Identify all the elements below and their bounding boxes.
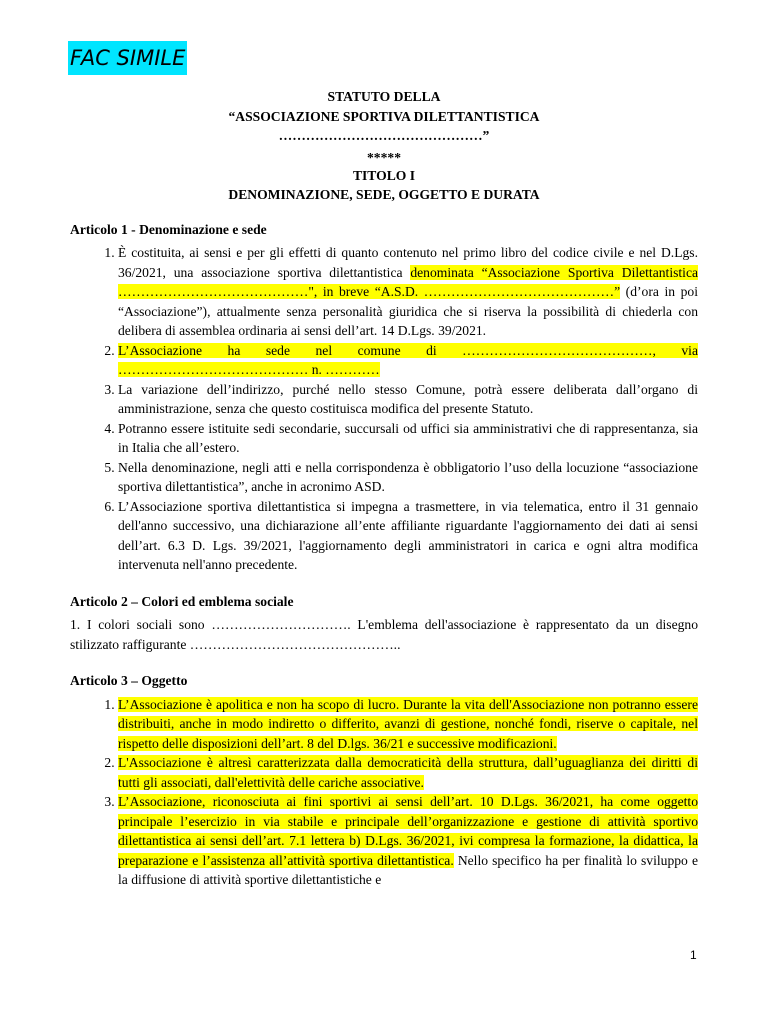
article-1-item-2 (118, 341, 698, 380)
article-1-item-5 (118, 458, 698, 497)
article-1-list (70, 243, 698, 575)
article-1-heading: Articolo 1 - Denominazione e sede (70, 221, 267, 237)
article-3-item-1 (118, 695, 698, 754)
article-3-item-3 (118, 792, 698, 890)
title-line-5: DENOMINAZIONE, SEDE, OGGETTO E DURATA (228, 187, 540, 202)
article-3-heading: Articolo 3 – Oggetto (70, 673, 188, 688)
article-3-list (70, 695, 698, 890)
item-text: (d’ora in poi “Associazione”), attualmente senza personalità giuridica che si riserva la possibilità di chiederla con delibera di assemblea ordinaria ai sensi dell’art. 14 D.Lgs. 39/2021. (118, 284, 698, 338)
title-line-3: ………………………………………” (278, 128, 490, 143)
item-text: È costituita, ai sensi e per gli effetti di quanto contenuto nel primo libro del codice civile e nel D.Lgs. 36/2021, una associazione sportiva dilettantistica (118, 245, 698, 280)
article-2-text: 1. I colori sociali sono …………………………. L'emblema dell'associazione è rappresentato da un disegno stilizzato raffigurante ……………………………………….. (70, 617, 698, 652)
highlighted-text: L’Associazione, riconosciuta ai fini sportivi ai sensi dell’art. 10 D.Lgs. 36/2021, ha come oggetto principale l’esercizio in via stabile e principale dell’organizzazione e gestione di attività sportivo dilettantistica ai sensi dell’art. 7.1 lettera b) D.Lgs. 36/2021, ivi compresa la formazione, la didattica, la preparazione e l’assistenza all’attività sportiva dilettantistica. (118, 794, 698, 868)
highlighted-text: L’Associazione ha sede nel comune di ……………………………………, via …………………………………… n. ………… (118, 342, 698, 377)
article-3-item-2 (118, 753, 698, 792)
article-1-item-1 (118, 243, 698, 341)
title-line-1: STATUTO DELLA (327, 89, 441, 104)
article-1-item-3 (118, 380, 698, 419)
fac-simile-stamp: FAC SIMILE (68, 41, 187, 75)
item-text: Nella denominazione, negli atti e nella corrispondenza è obbligatorio l’uso della locuzione “associazione sportiva dilettantistica”, anche in acronimo ASD. (118, 459, 698, 494)
item-text: Nello specifico ha per finalità lo sviluppo e la diffusione di attività sportive dilettantistiche e (118, 852, 698, 887)
article-1-item-6 (118, 497, 698, 575)
item-text: La variazione dell’indirizzo, purché nello stesso Comune, potrà essere deliberata dall’organo di amministrazione, senza che questo costituisca modifica del presente Statuto. (118, 381, 698, 416)
title-line-2: “ASSOCIAZIONE SPORTIVA DILETTANTISTICA (228, 108, 540, 124)
title-separator: ***** (367, 149, 401, 165)
highlighted-text: L’Associazione è apolitica e non ha scopo di lucro. Durante la vita dell'Associazione non potranno essere distribuiti, anche in modo indiretto o differito, avanzi di gestione, nonché fondi, riserve o capitale, nel rispetto delle disposizioni dell’art. 8 del D.lgs. 36/21 e successive modificazioni. (118, 696, 698, 751)
page-number: 1 (690, 948, 697, 962)
title-line-4: TITOLO I (352, 167, 416, 183)
article-2-heading: Articolo 2 – Colori ed emblema sociale (70, 593, 294, 609)
item-text: Potranno essere istituite sedi secondarie, succursali od uffici sia amministrativi che di rappresentanza, sia in Italia che all’estero. (118, 420, 698, 455)
article-1-item-4 (118, 419, 698, 458)
document-title (70, 87, 698, 205)
highlighted-text: L'Associazione è altresì caratterizzata dalla democraticità della struttura, dall’uguaglianza dei diritti di tutti gli associati, dall'elettività delle cariche associative. (118, 755, 698, 790)
document-body (70, 87, 698, 890)
highlighted-text: denominata “Associazione Sportiva Dilettantistica ……………………………………", in breve “A.S.D. ……………………………………” (118, 264, 699, 299)
item-text: L’Associazione sportiva dilettantistica si impegna a trasmettere, in via telematica, entro il 31 gennaio dell'anno successivo, una dichiarazione all’ente affiliante riguardante l'aggiornamento dei dati ai sensi dell’art. 6.3 D. Lgs. 39/2021, l'aggiornamento degli amministratori in carica e ogni altra modifica intervenuta nell'anno precedente. (118, 498, 698, 572)
